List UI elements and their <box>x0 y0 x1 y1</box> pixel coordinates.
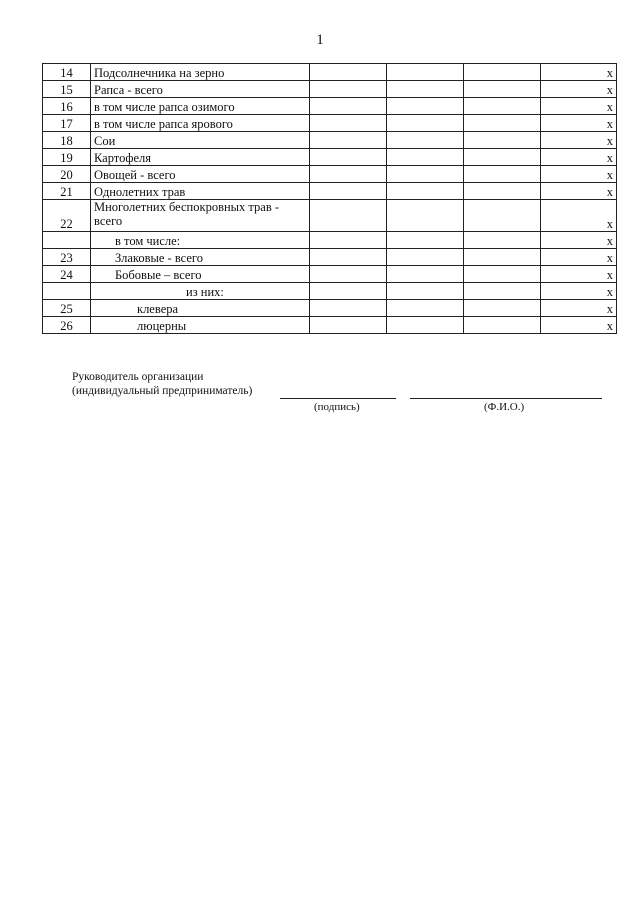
row-number <box>43 232 91 249</box>
row-name: Злаковые - всего <box>91 249 310 266</box>
row-number: 20 <box>43 166 91 183</box>
data-cell <box>387 300 464 317</box>
data-cell <box>310 200 387 232</box>
data-cell <box>464 200 541 232</box>
data-cell <box>464 283 541 300</box>
table-row <box>43 300 617 317</box>
row-name: Многолетних беспокровных трав - всего <box>91 200 310 232</box>
data-cell <box>464 166 541 183</box>
row-x-mark: x <box>541 266 617 283</box>
row-x-mark: x <box>541 283 617 300</box>
data-cell <box>387 266 464 283</box>
data-cell <box>464 232 541 249</box>
row-x-mark: x <box>541 249 617 266</box>
row-number <box>43 283 91 300</box>
row-name: Картофеля <box>91 149 310 166</box>
data-cell <box>464 183 541 200</box>
data-cell <box>310 183 387 200</box>
data-cell <box>464 64 541 81</box>
row-number: 15 <box>43 81 91 98</box>
table-row <box>43 200 617 232</box>
fio-caption: (Ф.И.О.) <box>484 401 525 413</box>
data-cell <box>464 132 541 149</box>
table-row <box>43 81 617 98</box>
row-number: 26 <box>43 317 91 334</box>
row-name: Рапса - всего <box>91 81 310 98</box>
row-number: 18 <box>43 132 91 149</box>
row-x-mark: x <box>541 149 617 166</box>
table-row <box>43 64 617 81</box>
data-cell <box>387 183 464 200</box>
row-x-mark: x <box>541 300 617 317</box>
data-cell <box>310 64 387 81</box>
table-body <box>43 64 617 334</box>
row-name: Подсолнечника на зерно <box>91 64 310 81</box>
table-row <box>43 266 617 283</box>
row-number: 17 <box>43 115 91 132</box>
row-x-mark: x <box>541 115 617 132</box>
row-number: 16 <box>43 98 91 115</box>
table-row <box>43 149 617 166</box>
data-cell <box>310 266 387 283</box>
data-cell <box>387 232 464 249</box>
page-number: 1 <box>316 32 324 48</box>
data-cell <box>310 249 387 266</box>
row-x-mark: x <box>541 64 617 81</box>
data-cell <box>464 249 541 266</box>
row-name: Сои <box>91 132 310 149</box>
data-cell <box>387 81 464 98</box>
data-cell <box>310 81 387 98</box>
row-name: в том числе рапса ярового <box>91 115 310 132</box>
row-number: 25 <box>43 300 91 317</box>
row-x-mark: x <box>541 81 617 98</box>
row-x-mark: x <box>541 166 617 183</box>
row-x-mark: x <box>541 200 617 232</box>
row-number: 19 <box>43 149 91 166</box>
data-cell <box>387 249 464 266</box>
row-name: Однолетних трав <box>91 183 310 200</box>
fio-line <box>410 398 602 399</box>
data-cell <box>464 317 541 334</box>
table-row <box>43 232 617 249</box>
data-cell <box>310 115 387 132</box>
data-cell <box>464 266 541 283</box>
signature-label-line1: Руководитель организации <box>72 371 204 383</box>
data-cell <box>464 300 541 317</box>
row-name: Овощей - всего <box>91 166 310 183</box>
data-cell <box>464 81 541 98</box>
row-x-mark: x <box>541 232 617 249</box>
crops-table <box>42 63 617 334</box>
data-cell <box>310 317 387 334</box>
table-row <box>43 166 617 183</box>
table-row <box>43 283 617 300</box>
row-number: 24 <box>43 266 91 283</box>
data-cell <box>310 300 387 317</box>
row-number: 14 <box>43 64 91 81</box>
table-row <box>43 183 617 200</box>
data-cell <box>464 149 541 166</box>
row-x-mark: x <box>541 98 617 115</box>
table-row <box>43 317 617 334</box>
signature-block <box>72 370 252 398</box>
data-cell <box>387 200 464 232</box>
data-cell <box>387 317 464 334</box>
data-cell <box>387 166 464 183</box>
table-row <box>43 132 617 149</box>
row-name: в том числе: <box>91 232 310 249</box>
row-number: 21 <box>43 183 91 200</box>
data-cell <box>387 98 464 115</box>
data-cell <box>464 98 541 115</box>
data-cell <box>464 115 541 132</box>
row-name: Бобовые – всего <box>91 266 310 283</box>
data-cell <box>310 132 387 149</box>
row-name: из них: <box>91 283 310 300</box>
row-x-mark: x <box>541 317 617 334</box>
data-cell <box>387 283 464 300</box>
table-row <box>43 98 617 115</box>
row-number: 23 <box>43 249 91 266</box>
data-cell <box>310 283 387 300</box>
data-cell <box>310 149 387 166</box>
row-x-mark: x <box>541 183 617 200</box>
table-row <box>43 249 617 266</box>
signature-line <box>280 398 396 399</box>
data-cell <box>387 64 464 81</box>
table-row <box>43 115 617 132</box>
row-number: 22 <box>43 200 91 232</box>
row-name: люцерны <box>91 317 310 334</box>
signature-label-line2: (индивидуальный предприниматель) <box>72 385 253 397</box>
signature-caption: (подпись) <box>314 401 360 413</box>
data-cell <box>310 98 387 115</box>
row-name: в том числе рапса озимого <box>91 98 310 115</box>
data-cell <box>387 115 464 132</box>
data-cell <box>310 166 387 183</box>
row-name: клевера <box>91 300 310 317</box>
data-cell <box>387 149 464 166</box>
row-x-mark: x <box>541 132 617 149</box>
data-cell <box>387 132 464 149</box>
data-cell <box>310 232 387 249</box>
